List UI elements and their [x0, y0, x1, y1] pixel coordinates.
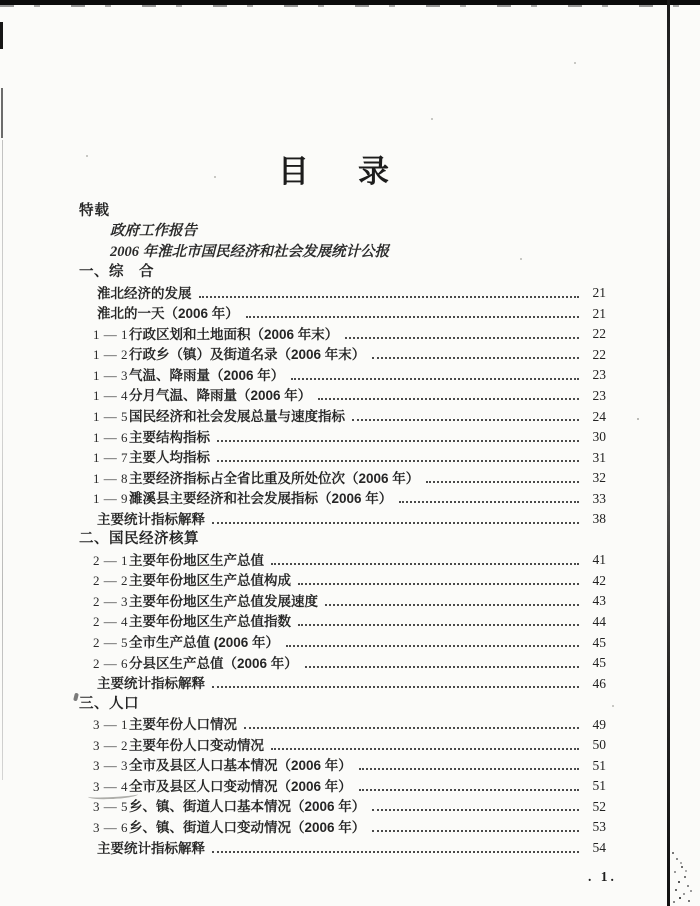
toc-entry-title: 主要结构指标 — [129, 429, 210, 445]
toc-entry — [79, 302, 606, 323]
dot-leader — [305, 666, 579, 668]
toc-entry — [79, 446, 606, 467]
toc-entry — [79, 672, 606, 693]
page-title: 目 录 — [278, 154, 398, 189]
toc-entry-number: 3 — 4 — [93, 778, 128, 794]
toc-section-heading — [79, 528, 606, 549]
dot-leader — [352, 419, 579, 421]
scan-left-mark — [0, 22, 3, 49]
toc-entry — [79, 610, 606, 631]
toc-entry — [79, 281, 606, 302]
toc-entry — [79, 343, 606, 364]
toc-entry-page-number: 43 — [592, 593, 606, 609]
toc-entry-number: 1 — 4 — [93, 388, 128, 404]
toc-entry-title: 行政乡（镇）及街道名录（2006 年末） — [129, 347, 366, 363]
dot-leader — [217, 440, 579, 442]
toc-entry — [79, 466, 606, 487]
toc-entry-title: 主要人均指标 — [129, 450, 210, 466]
toc-entry-page-number: 41 — [592, 552, 606, 568]
toc-entry — [79, 507, 606, 528]
toc-entry-page-number: 30 — [592, 429, 606, 445]
toc-entry-page-number: 23 — [592, 367, 606, 383]
toc-entry-number: 2 — 3 — [93, 593, 128, 609]
dot-leader — [372, 809, 579, 811]
toc-entry — [79, 404, 606, 425]
dot-leader — [325, 604, 579, 606]
toc-entry-page-number: 32 — [592, 470, 606, 486]
toc-entry-title: 国民经济和社会发展总量与速度指标 — [129, 409, 345, 425]
toc-entry-page-number: 42 — [592, 572, 606, 588]
toc-heading-label: 三、人口 — [79, 695, 139, 712]
toc-entry — [79, 713, 606, 734]
toc-entry-page-number: 51 — [592, 778, 606, 794]
toc-entry — [79, 322, 606, 343]
toc-entry-number: 2 — 6 — [93, 655, 128, 671]
toc-entry-title: 主要经济指标占全省比重及所处位次（2006 年） — [129, 470, 420, 486]
toc-entry-number: 1 — 2 — [93, 347, 128, 363]
scan-right-edge — [667, 0, 670, 906]
scan-speck — [612, 705, 614, 707]
dot-leader — [372, 357, 579, 359]
toc-entry-number: 1 — 9 — [93, 491, 128, 507]
scan-corner-noise — [672, 852, 674, 854]
toc-entry-number: 2 — 2 — [93, 573, 128, 589]
toc-entry-number: 2 — 4 — [93, 614, 128, 630]
toc-heading-label: 2006 年淮北市国民经济和社会发展统计公报 — [110, 243, 390, 260]
toc-entry-number: 1 — 6 — [93, 429, 128, 445]
toc-entry-title: 淮北的一天（2006 年） — [97, 306, 239, 322]
toc-entry-title: 全市生产总值 (2006 年） — [129, 635, 280, 651]
dot-leader — [217, 460, 579, 462]
toc-entry-number: 3 — 1 — [93, 717, 128, 733]
scan-speck — [637, 418, 639, 420]
toc-heading-label: 特载 — [79, 202, 110, 219]
toc-entry-number: 2 — 1 — [93, 552, 128, 568]
toc-entry-page-number: 38 — [592, 511, 606, 527]
toc-entry-page-number: 45 — [592, 655, 606, 671]
toc-heading-label: 二、国民经济核算 — [79, 531, 199, 548]
dot-leader — [271, 748, 579, 750]
toc-entry-page-number: 49 — [592, 716, 606, 732]
toc-entry-page-number: 22 — [592, 346, 606, 362]
toc-entry-number: 1 — 5 — [93, 409, 128, 425]
toc-entry-title: 主要统计指标解释 — [97, 511, 205, 527]
toc-entry-title: 乡、镇、街道人口变动情况（2006 年） — [129, 819, 366, 835]
scan-top-edge-fray — [0, 5, 700, 7]
toc-entry-title: 气温、降雨量（2006 年） — [129, 367, 285, 383]
toc-entry-page-number: 45 — [592, 634, 606, 650]
dot-leader — [298, 583, 579, 585]
dot-leader — [359, 789, 579, 791]
dot-leader — [244, 727, 579, 729]
dot-leader — [212, 686, 579, 688]
toc-entry — [79, 651, 606, 672]
scan-left-edge-line — [2, 140, 3, 780]
toc-entry-title: 主要年份人口情况 — [129, 717, 237, 733]
toc-entry — [79, 754, 606, 775]
toc-entry-title: 主要年份地区生产总值发展速度 — [129, 593, 318, 609]
toc-entry-title: 淮北经济的发展 — [97, 285, 192, 301]
dot-leader — [246, 316, 579, 318]
toc-entry-title: 主要年份人口变动情况 — [129, 737, 264, 753]
toc-entry-page-number: 50 — [592, 737, 606, 753]
scan-speck — [574, 62, 576, 64]
toc-entry-title: 主要年份地区生产总值 — [129, 552, 264, 568]
dot-leader — [372, 830, 579, 832]
toc-entry-title: 主要统计指标解释 — [97, 676, 205, 692]
toc-entry — [79, 795, 606, 816]
scan-speck — [431, 118, 433, 120]
toc-entry-page-number: 52 — [592, 798, 606, 814]
toc-entry — [79, 733, 606, 754]
toc-section-heading — [79, 261, 606, 282]
toc-entry-page-number: 22 — [592, 326, 606, 342]
toc-entry — [79, 363, 606, 384]
toc-entry — [79, 630, 606, 651]
toc-entry-page-number: 44 — [592, 613, 606, 629]
toc-feature-heading — [79, 199, 606, 220]
toc-entry-title: 主要年份地区生产总值指数 — [129, 614, 291, 630]
dot-leader — [359, 768, 579, 770]
toc-entry-page-number: 51 — [592, 757, 606, 773]
toc-entry-number: 3 — 2 — [93, 737, 128, 753]
toc-entry-page-number: 31 — [592, 449, 606, 465]
dot-leader — [318, 398, 579, 400]
toc-entry-title: 行政区划和土地面积（2006 年末） — [129, 326, 339, 342]
scan-left-mark — [1, 88, 3, 138]
toc-entry-number: 3 — 6 — [93, 819, 128, 835]
toc-heading-label: 政府工作报告 — [110, 223, 197, 240]
dot-leader — [286, 645, 579, 647]
toc-entry-number: 1 — 1 — [93, 326, 128, 342]
dot-leader — [199, 296, 580, 298]
toc-entry-number: 2 — 5 — [93, 635, 128, 651]
dot-leader — [271, 563, 579, 565]
toc-entry-page-number: 53 — [592, 819, 606, 835]
toc-entry-page-number: 21 — [592, 305, 606, 321]
toc-entry-page-number: 46 — [592, 675, 606, 691]
toc-entry-title: 全市及县区人口变动情况（2006 年） — [129, 778, 352, 794]
toc-entry — [79, 487, 606, 508]
dot-leader — [212, 851, 579, 853]
toc-subtitle-heading — [79, 220, 606, 241]
footer-page-number: . 1. — [588, 869, 617, 884]
toc-entry — [79, 425, 606, 446]
toc-entry-page-number: 54 — [592, 840, 606, 855]
toc-entry-title: 分月气温、降雨量（2006 年） — [129, 388, 312, 404]
toc-heading-label: 一、综 合 — [79, 264, 154, 281]
toc-entry-title: 濉溪县主要经济和社会发展指标（2006 年） — [129, 491, 393, 507]
toc-entry — [79, 569, 606, 590]
dot-leader — [212, 522, 579, 524]
toc-entry — [79, 836, 606, 857]
toc-entry-title: 乡、镇、街道人口基本情况（2006 年） — [129, 799, 366, 815]
toc-entry-number: 3 — 3 — [93, 758, 128, 774]
dot-leader — [291, 378, 579, 380]
dot-leader — [345, 337, 579, 339]
toc-entry-number: 1 — 8 — [93, 470, 128, 486]
toc-subtitle-heading — [79, 240, 606, 261]
dot-leader — [426, 481, 579, 483]
toc-entry-number: 1 — 7 — [93, 450, 128, 466]
toc-entry-number: 3 — 5 — [93, 799, 128, 815]
toc-section-heading — [79, 692, 606, 713]
toc-entry-page-number: 33 — [592, 490, 606, 506]
toc-entry — [79, 815, 606, 836]
toc-entry-page-number: 21 — [592, 285, 606, 301]
toc-entry-title: 主要统计指标解释 — [97, 840, 205, 856]
toc-entry — [79, 384, 606, 405]
dot-leader — [399, 501, 579, 503]
toc-entry — [79, 589, 606, 610]
toc-entry-title: 主要年份地区生产总值构成 — [129, 573, 291, 589]
toc-entry — [79, 774, 606, 795]
toc-entry-page-number: 23 — [592, 387, 606, 403]
dot-leader — [298, 624, 579, 626]
toc-entry-page-number: 24 — [592, 408, 606, 424]
toc-entry-title: 分县区生产总值（2006 年） — [129, 655, 298, 671]
toc-entry — [79, 548, 606, 569]
toc-entry-number: 1 — 3 — [93, 367, 128, 383]
toc-entry-title: 全市及县区人口基本情况（2006 年） — [129, 758, 352, 774]
toc-list — [79, 199, 606, 857]
